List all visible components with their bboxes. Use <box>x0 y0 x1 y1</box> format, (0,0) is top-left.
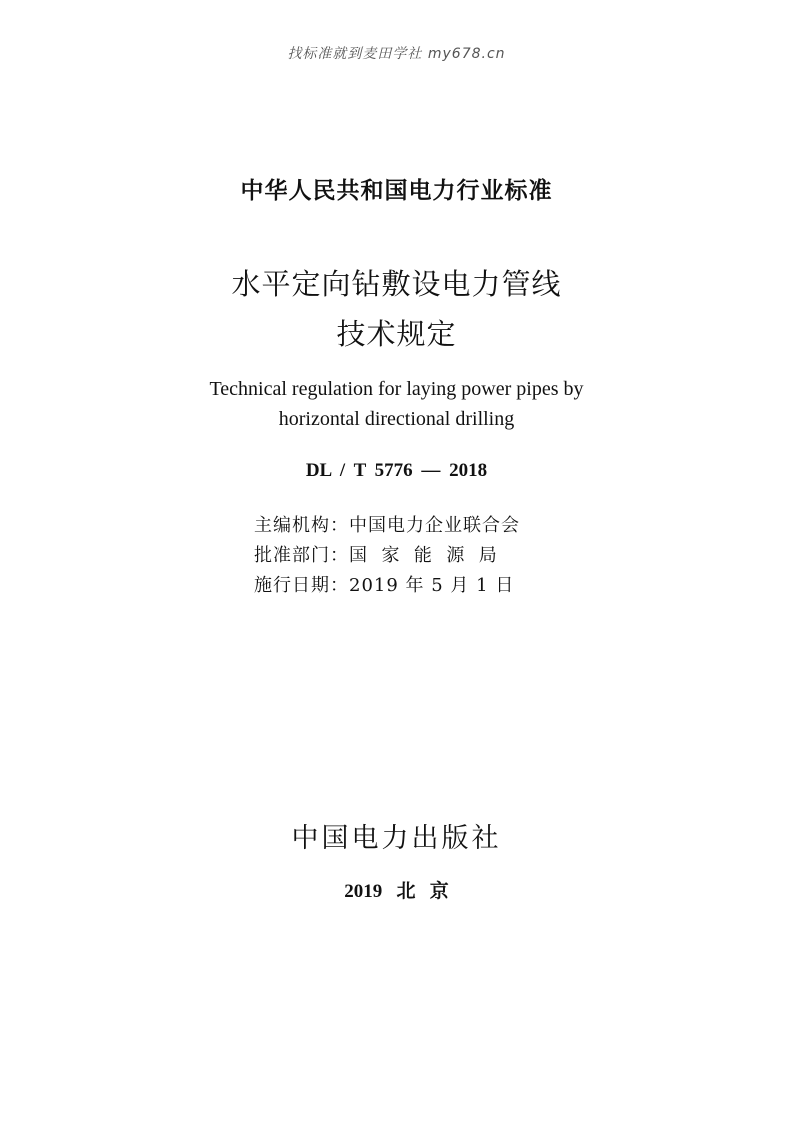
title-en-line2: horizontal directional drilling <box>278 408 515 430</box>
standard-category: 中华人民共和国电力行业标准 <box>240 178 553 204</box>
watermark-text: 找标准就到麦田学社 my678.cn <box>287 46 506 62</box>
publication-year-place: 2019 北 京 <box>344 881 449 902</box>
effective-date-info: 施行日期：2019 年 5 月 1 日 <box>254 575 515 596</box>
title-cn-line2: 技术规定 <box>336 317 457 351</box>
approver-info: 批准部门：国 家 能 源 局 <box>254 545 498 566</box>
title-cn-line1: 水平定向钻敷设电力管线 <box>231 267 562 301</box>
publisher-name: 中国电力出版社 <box>291 823 502 854</box>
title-en-line1: Technical regulation for laying power pipes by <box>209 378 584 400</box>
standard-code: DL / T 5776 — 2018 <box>305 460 488 481</box>
editor-info: 主编机构：中国电力企业联合会 <box>254 515 520 536</box>
